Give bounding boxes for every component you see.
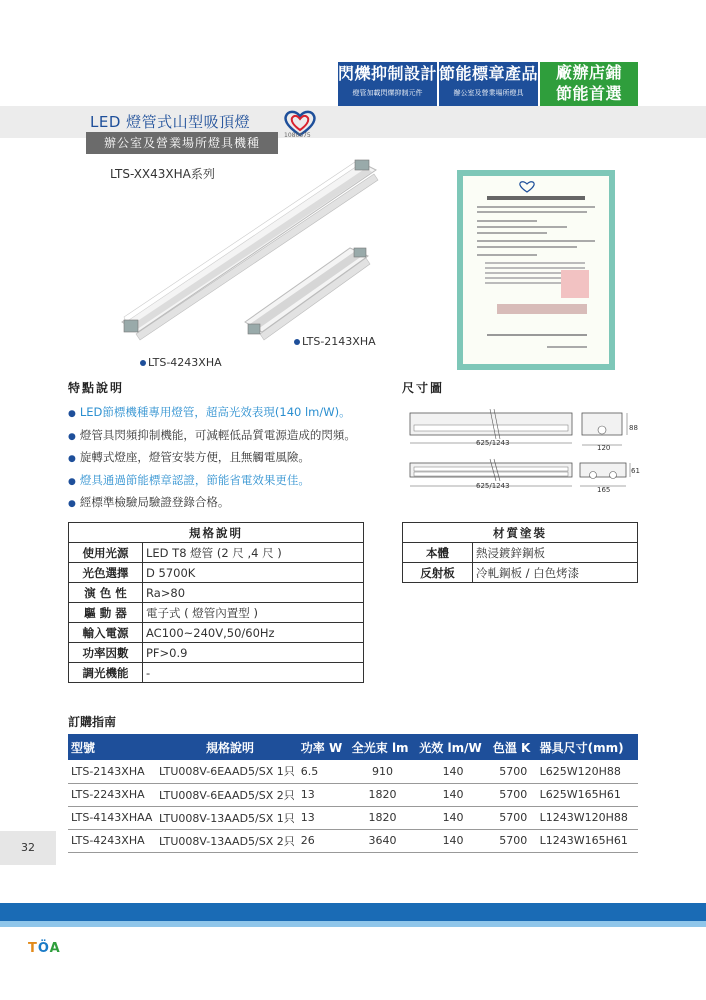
cell-cct: 5700 — [490, 806, 537, 829]
table-row — [69, 583, 364, 603]
badge-main-1: 廠辦店鋪 — [555, 63, 622, 82]
feature-item: ● LED節標機種專用燈管，超高光效表現(140 lm/W)。 — [68, 402, 356, 425]
certificate-image — [457, 170, 615, 370]
order-heading: 訂購指南 — [68, 715, 117, 729]
cell-cct: 5700 — [490, 760, 537, 783]
dim-top-width: 120 — [597, 444, 611, 452]
spec-key: 驅 動 器 — [69, 603, 143, 623]
table-row — [403, 543, 638, 563]
spec-key: 光色選擇 — [69, 563, 143, 583]
table-row — [69, 643, 364, 663]
cell-size: L1243W165H61 — [537, 829, 638, 852]
cell-model: LTS-4143XHAA — [68, 806, 156, 829]
spec-key: 使用光源 — [69, 543, 143, 563]
label-lts-2143xha: LTS-2143XHA — [294, 335, 376, 348]
cell-power: 13 — [298, 806, 349, 829]
dim-bottom-length: 625/1243 — [476, 482, 510, 490]
footer-band — [0, 903, 706, 921]
table-row — [403, 563, 638, 583]
cell-efficacy: 140 — [416, 806, 490, 829]
spec-value: PF>0.9 — [143, 643, 364, 663]
dim-bottom-height: 61 — [631, 467, 640, 475]
badge-main-2: 節能首選 — [555, 84, 622, 103]
table-row — [69, 543, 364, 563]
spec-value: D 5700K — [143, 563, 364, 583]
order-table — [68, 734, 638, 853]
feature-item: ● 燈具通過節能標章認證，節能省電效果更佳。 — [68, 470, 356, 493]
table-row — [68, 760, 638, 783]
series-name: LTS-XX43XHA系列 — [110, 167, 215, 181]
spec-key: 調光機能 — [69, 663, 143, 683]
dim-bottom-width: 165 — [597, 486, 611, 494]
spec-value: - — [143, 663, 364, 683]
spec-key: 功率因數 — [69, 643, 143, 663]
table-row — [69, 663, 364, 683]
table-row — [69, 603, 364, 623]
table-row — [68, 806, 638, 829]
material-key: 反射板 — [403, 563, 473, 583]
column-header: 規格說明 — [156, 734, 298, 760]
cell-lumen: 1820 — [349, 806, 417, 829]
badge-sub: 燈管加載閃爍抑制元件 — [352, 89, 423, 97]
badge-sub: 辦公室及營業場所燈具 — [453, 89, 524, 97]
cell-lumen: 1820 — [349, 783, 417, 806]
material-value: 冷軋鋼板 / 白色烤漆 — [473, 563, 638, 583]
table-row — [69, 623, 364, 643]
cell-model: LTS-2143XHA — [68, 760, 156, 783]
cell-efficacy: 140 — [416, 760, 490, 783]
column-header: 光效 lm/W — [416, 734, 490, 760]
page-title: LED 燈管式山型吸頂燈 — [90, 113, 251, 131]
brand-part: T — [28, 941, 38, 956]
badge-recommended — [540, 62, 638, 106]
spec-table — [68, 522, 364, 683]
feature-item: ● 旋轉式燈座，燈管安裝方便，且無觸電風險。 — [68, 447, 356, 470]
brand-part: Ö — [37, 941, 50, 956]
spec-key: 演 色 性 — [69, 583, 143, 603]
spec-value: LED T8 燈管 (2 尺 ,4 尺 ) — [143, 543, 364, 563]
cell-cct: 5700 — [490, 783, 537, 806]
column-header: 全光束 lm — [349, 734, 417, 760]
table-row — [69, 563, 364, 583]
cell-spec: LTU008V-13AAD5/SX 1只 — [156, 806, 298, 829]
table-row — [68, 829, 638, 852]
cell-model: LTS-4243XHA — [68, 829, 156, 852]
footer-band-light — [0, 921, 706, 927]
dim-top-length: 625/1243 — [476, 439, 510, 447]
dimensions-heading: 尺寸圖 — [402, 381, 445, 395]
material-table — [402, 522, 638, 583]
cell-power: 26 — [298, 829, 349, 852]
label-lts-4243xha: LTS-4243XHA — [140, 356, 222, 369]
spec-value: 電子式 ( 燈管內置型 ) — [143, 603, 364, 623]
cell-cct: 5700 — [490, 829, 537, 852]
features-list — [68, 402, 356, 515]
table-row — [68, 783, 638, 806]
cell-size: L625W165H61 — [537, 783, 638, 806]
spec-key: 輸入電源 — [69, 623, 143, 643]
page-subtitle: 辦公室及營業場所燈具機種 — [86, 132, 278, 154]
feature-item: ● 燈管具閃頻抑制機能，可減輕低品質電源造成的閃頻。 — [68, 425, 356, 448]
order-header-row — [68, 734, 638, 760]
cell-spec: LTU008V-6EAAD5/SX 2只 — [156, 783, 298, 806]
column-header: 色溫 K — [490, 734, 537, 760]
column-header: 器具尺寸(mm) — [537, 734, 638, 760]
badge-energy-label — [439, 62, 538, 106]
column-header: 功率 W — [298, 734, 349, 760]
feature-item: ● 經標準檢驗局驗證登錄合格。 — [68, 492, 356, 515]
cell-size: L625W120H88 — [537, 760, 638, 783]
dim-top-height: 88 — [629, 424, 638, 432]
badge-main: 閃爍抑制設計 — [338, 64, 438, 83]
cell-lumen: 3640 — [349, 829, 417, 852]
spec-value: AC100~240V,50/60Hz — [143, 623, 364, 643]
badge-main: 節能標章產品 — [439, 64, 539, 83]
cell-lumen: 910 — [349, 760, 417, 783]
brand-logo — [28, 941, 61, 956]
brand-part: A — [49, 941, 61, 956]
material-key: 本體 — [403, 543, 473, 563]
column-header: 型號 — [68, 734, 156, 760]
spec-value: Ra>80 — [143, 583, 364, 603]
material-value: 熱浸鍍鋅鋼板 — [473, 543, 638, 563]
cell-efficacy: 140 — [416, 829, 490, 852]
features-heading: 特點說明 — [68, 381, 125, 395]
cell-power: 6.5 — [298, 760, 349, 783]
material-table-heading: 材質塗裝 — [403, 523, 638, 543]
cell-spec: LTU008V-6EAAD5/SX 1只 — [156, 760, 298, 783]
badge-flicker-suppression — [338, 62, 437, 106]
spec-table-heading: 規格說明 — [69, 523, 364, 543]
cell-model: LTS-2243XHA — [68, 783, 156, 806]
cell-efficacy: 140 — [416, 783, 490, 806]
product-image — [110, 152, 385, 352]
cell-spec: LTU008V-13AAD5/SX 2只 — [156, 829, 298, 852]
cell-power: 13 — [298, 783, 349, 806]
page-number: 32 — [0, 831, 56, 865]
cert-number: 1080675 — [284, 132, 311, 139]
cell-size: L1243W120H88 — [537, 806, 638, 829]
